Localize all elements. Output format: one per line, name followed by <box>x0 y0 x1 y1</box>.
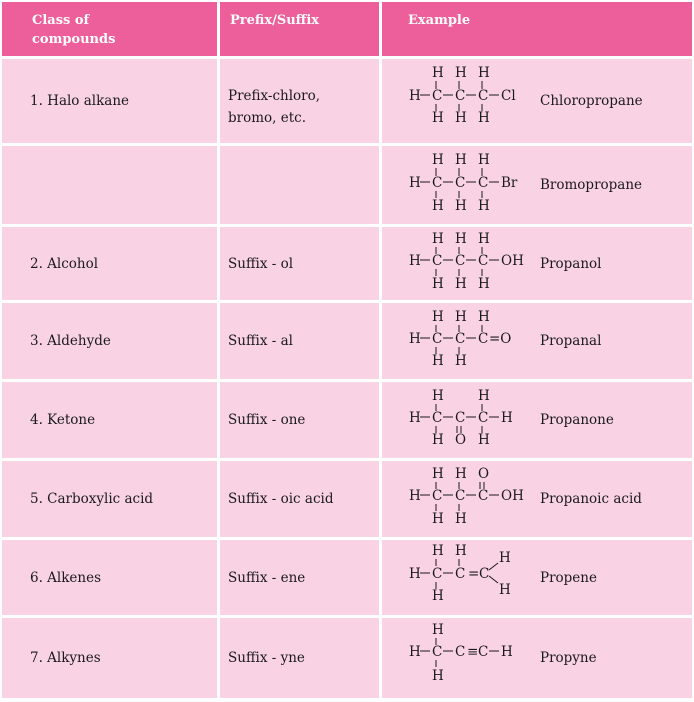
triple-bond: ≡ <box>467 644 479 660</box>
atom-c: C <box>478 175 489 191</box>
row7-example-name: Propyne <box>540 650 597 666</box>
atom-o: O <box>478 466 490 482</box>
atom-c: C <box>478 410 489 426</box>
row3-prefix: Suffix - al <box>220 303 379 379</box>
atom-c: C <box>455 488 466 504</box>
atom-h: H <box>409 253 421 269</box>
header-class-line2: compounds <box>32 32 116 47</box>
atom-c: C <box>478 488 489 504</box>
atom-h: H <box>432 198 444 214</box>
atom-h: H <box>432 309 444 325</box>
atom-c: C <box>432 331 443 347</box>
atom-c: C <box>432 566 443 582</box>
atom-h: H <box>499 550 511 566</box>
atom-c: C <box>432 488 443 504</box>
atom-h: H <box>501 644 513 660</box>
row4-prefix: Suffix - one <box>220 382 379 458</box>
row1-example-name: Chloropropane <box>540 93 643 109</box>
double-bond: = <box>468 566 480 582</box>
atom-h: H <box>409 488 421 504</box>
atom-cl: Cl <box>501 88 516 104</box>
atom-h: H <box>432 276 444 292</box>
propanal-structure <box>382 303 532 379</box>
atom-c: C <box>432 88 443 104</box>
row2-example <box>382 227 692 300</box>
row1-prefix-line2: bromo, etc. <box>228 110 307 126</box>
row3-class: 3. Aldehyde <box>2 303 217 379</box>
atom-h: H <box>409 88 421 104</box>
atom-h: H <box>478 65 490 81</box>
atom-h: H <box>455 231 467 247</box>
atom-h: H <box>409 175 421 191</box>
chloropropane-structure <box>382 59 532 143</box>
atom-c: C <box>478 88 489 104</box>
atom-h: H <box>501 410 513 426</box>
row1-class: 1. Halo alkane <box>2 59 217 143</box>
atom-c: C <box>432 410 443 426</box>
atom-h: H <box>455 466 467 482</box>
atom-c: C <box>478 644 489 660</box>
propene-structure <box>382 540 532 615</box>
atom-h: H <box>455 152 467 168</box>
atom-h: H <box>455 353 467 369</box>
atom-h: H <box>478 309 490 325</box>
atom-c: C <box>455 253 466 269</box>
row1b-example <box>382 146 692 224</box>
atom-h: H <box>432 543 444 559</box>
atom-h: H <box>409 644 421 660</box>
propyne-structure <box>382 618 532 698</box>
atom-o: O <box>455 432 467 448</box>
atom-h: H <box>409 410 421 426</box>
row4-example <box>382 382 692 458</box>
atom-h: H <box>432 388 444 404</box>
row7-prefix: Suffix - yne <box>220 618 379 698</box>
atom-h: H <box>455 276 467 292</box>
atom-h: H <box>478 152 490 168</box>
atom-c: C <box>432 253 443 269</box>
row1-example <box>382 59 692 143</box>
row1b-class <box>2 146 217 224</box>
row1-prefix <box>220 59 379 143</box>
atom-h: H <box>432 622 444 638</box>
atom-c: C <box>455 644 466 660</box>
row5-example <box>382 461 692 537</box>
atom-h: H <box>432 152 444 168</box>
atom-c: C <box>432 175 443 191</box>
atom-h: H <box>478 110 490 126</box>
row6-prefix: Suffix - ene <box>220 540 379 615</box>
atom-c: C <box>455 566 466 582</box>
propanol-structure <box>382 227 532 300</box>
atom-h: H <box>432 511 444 527</box>
atom-h: H <box>478 432 490 448</box>
atom-c: C <box>455 410 466 426</box>
atom-c: C <box>479 566 490 582</box>
row6-example-name: Propene <box>540 569 597 586</box>
header-example: Example <box>382 2 692 56</box>
atom-h: H <box>455 309 467 325</box>
header-class-line1: Class of <box>32 13 90 28</box>
atom-c: C <box>432 644 443 660</box>
atom-h: H <box>455 110 467 126</box>
row4-class: 4. Ketone <box>2 382 217 458</box>
atom-h: H <box>432 110 444 126</box>
atom-h: H <box>499 582 511 598</box>
atom-h: H <box>432 231 444 247</box>
atom-h: H <box>432 588 444 604</box>
atom-oh: OH <box>501 253 524 269</box>
header-class <box>2 2 217 56</box>
propanoic-acid-structure <box>382 461 532 537</box>
propanone-structure <box>382 382 532 458</box>
bromopropane-structure <box>382 146 532 224</box>
row5-prefix: Suffix - oic acid <box>220 461 379 537</box>
atom-c: C <box>455 175 466 191</box>
row6-class: 6. Alkenes <box>2 540 217 615</box>
atom-h: H <box>478 276 490 292</box>
row2-class: 2. Alcohol <box>2 227 217 300</box>
header-prefix-suffix: Prefix/Suffix <box>220 2 379 56</box>
row2-prefix: Suffix - ol <box>220 227 379 300</box>
row5-example-name: Propanoic acid <box>540 491 642 507</box>
row5-class: 5. Carboxylic acid <box>2 461 217 537</box>
atom-h: H <box>455 65 467 81</box>
atom-h: H <box>432 353 444 369</box>
atom-oh: OH <box>501 488 524 504</box>
atom-h: H <box>455 511 467 527</box>
atom-h: H <box>478 198 490 214</box>
row1b-example-name: Bromopropane <box>540 177 643 193</box>
row1-prefix-line1: Prefix-chloro, <box>228 88 321 104</box>
atom-h: H <box>409 331 421 347</box>
row4-example-name: Propanone <box>540 412 614 428</box>
atom-c: C <box>455 331 466 347</box>
atom-c: C <box>455 88 466 104</box>
row3-example <box>382 303 692 379</box>
row2-example-name: Propanol <box>540 255 602 272</box>
atom-h: H <box>478 231 490 247</box>
atom-h: H <box>432 668 444 684</box>
row1b-prefix <box>220 146 379 224</box>
row7-example <box>382 618 692 698</box>
atom-h: H <box>432 65 444 81</box>
row7-class: 7. Alkynes <box>2 618 217 698</box>
atom-h: H <box>409 566 421 582</box>
atom-h: H <box>478 388 490 404</box>
atom-c: C <box>478 253 489 269</box>
atom-h: H <box>455 543 467 559</box>
atom-br: Br <box>501 175 518 191</box>
atom-double-bond-o: =O <box>489 331 512 347</box>
atom-h: H <box>432 466 444 482</box>
atom-h: H <box>432 432 444 448</box>
row6-example <box>382 540 692 615</box>
row3-example-name: Propanal <box>540 333 602 349</box>
atom-h: H <box>455 198 467 214</box>
atom-c: C <box>478 331 489 347</box>
